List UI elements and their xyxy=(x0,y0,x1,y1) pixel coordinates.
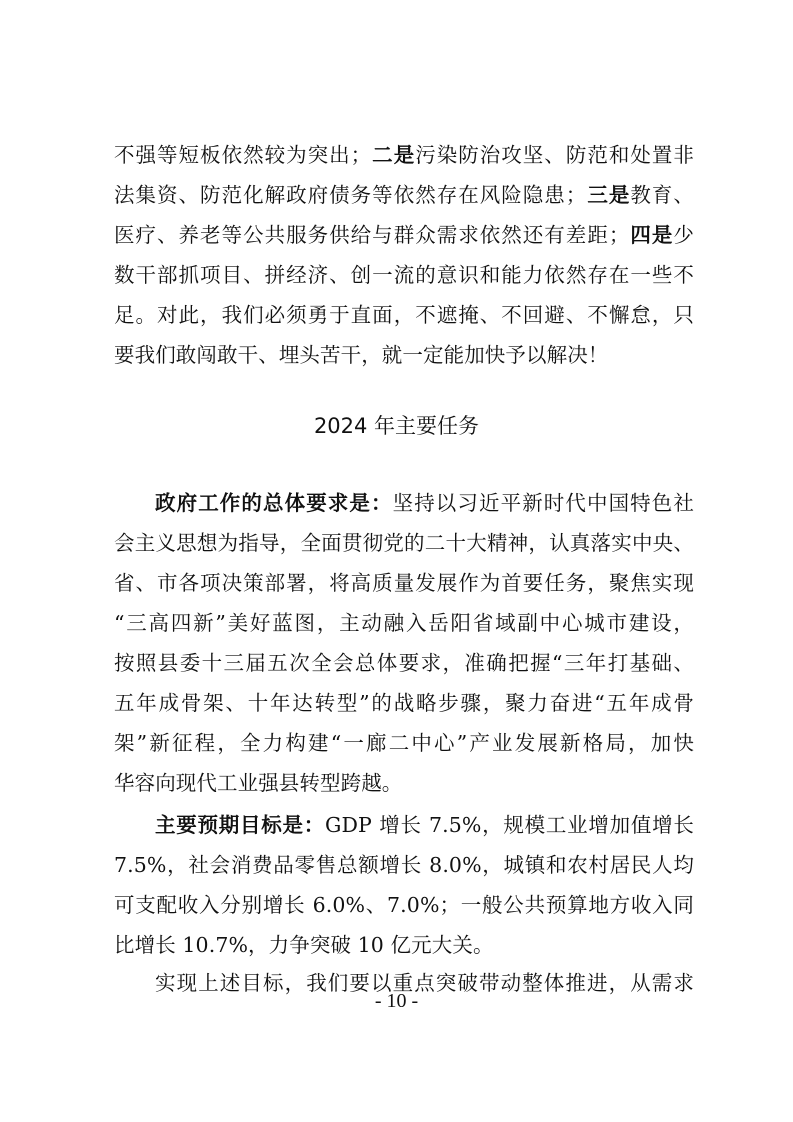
text-run: 法集资、防范化解政府债务等依然存在风险隐患； xyxy=(114,183,587,207)
text-run: 不强等短板依然较为突出； xyxy=(114,143,372,167)
paragraph-line xyxy=(155,810,694,840)
bold-text: 四是 xyxy=(629,223,674,247)
paragraph-line: 足。对此，我们必须勇于直面，不遮掩、不回避、不懈怠，只 xyxy=(114,303,694,327)
bold-lead: 主要预期目标是： xyxy=(155,813,326,837)
text-run: 教育、 xyxy=(630,183,694,207)
paragraph-line: 7.5%，社会消费品零售总额增长 8.0%，城镇和农村居民人均 xyxy=(114,853,694,877)
text-run: 医疗、养老等公共服务供给与群众需求依然还有差距； xyxy=(114,223,630,247)
paragraph-line: 数干部抓项目、拼经济、创一流的意识和能力依然存在一些不 xyxy=(114,263,694,287)
paragraph-line: 按照县委十三届五次全会总体要求，准确把握“三年打基础、 xyxy=(114,651,694,675)
paragraph-line: “三高四新”美好蓝图，主动融入岳阳省域副中心城市建设， xyxy=(114,611,694,635)
paragraph-line: 架”新征程，全力构建“一廊二中心”产业发展新格局，加快 xyxy=(114,731,694,755)
section-heading: 2024 年主要任务 xyxy=(313,414,480,438)
page-number: - 10 - xyxy=(374,990,419,1012)
paragraph-line: 要我们敢闯敢干、埋头苦干，就一定能加快予以解决！ xyxy=(114,343,609,367)
text-run: 坚持以习近平新时代中国特色社 xyxy=(392,491,694,515)
paragraph-line xyxy=(114,180,694,210)
bold-text: 三是 xyxy=(586,183,631,207)
bold-text: 二是 xyxy=(371,143,416,167)
paragraph-line: 华容向现代工业强县转型跨越。 xyxy=(114,771,403,795)
text-run: 污染防治攻坚、防范和处置非 xyxy=(415,143,694,167)
paragraph-line: 省、市各项决策部署，将高质量发展作为首要任务，聚焦实现 xyxy=(114,571,694,595)
text-run: GDP 增长 7.5%，规模工业增加值增长 xyxy=(325,813,694,837)
paragraph-line: 实现上述目标，我们要以重点突破带动整体推进，从需求 xyxy=(155,971,694,995)
paragraph-line xyxy=(114,220,694,250)
paragraph-line xyxy=(114,140,694,170)
paragraph-line: 比增长 10.7%，力争突破 10 亿元大关。 xyxy=(114,933,494,957)
bold-lead: 政府工作的总体要求是： xyxy=(155,491,393,515)
paragraph-line xyxy=(155,488,694,518)
text-run: 少 xyxy=(673,223,694,247)
paragraph-line: 会主义思想为指导，全面贯彻党的二十大精神，认真落实中央、 xyxy=(114,531,694,555)
paragraph-line: 可支配收入分别增长 6.0%、7.0%；一般公共预算地方收入同 xyxy=(114,893,694,917)
paragraph-line: 五年成骨架、十年达转型”的战略步骤，聚力奋进“五年成骨 xyxy=(114,691,694,715)
